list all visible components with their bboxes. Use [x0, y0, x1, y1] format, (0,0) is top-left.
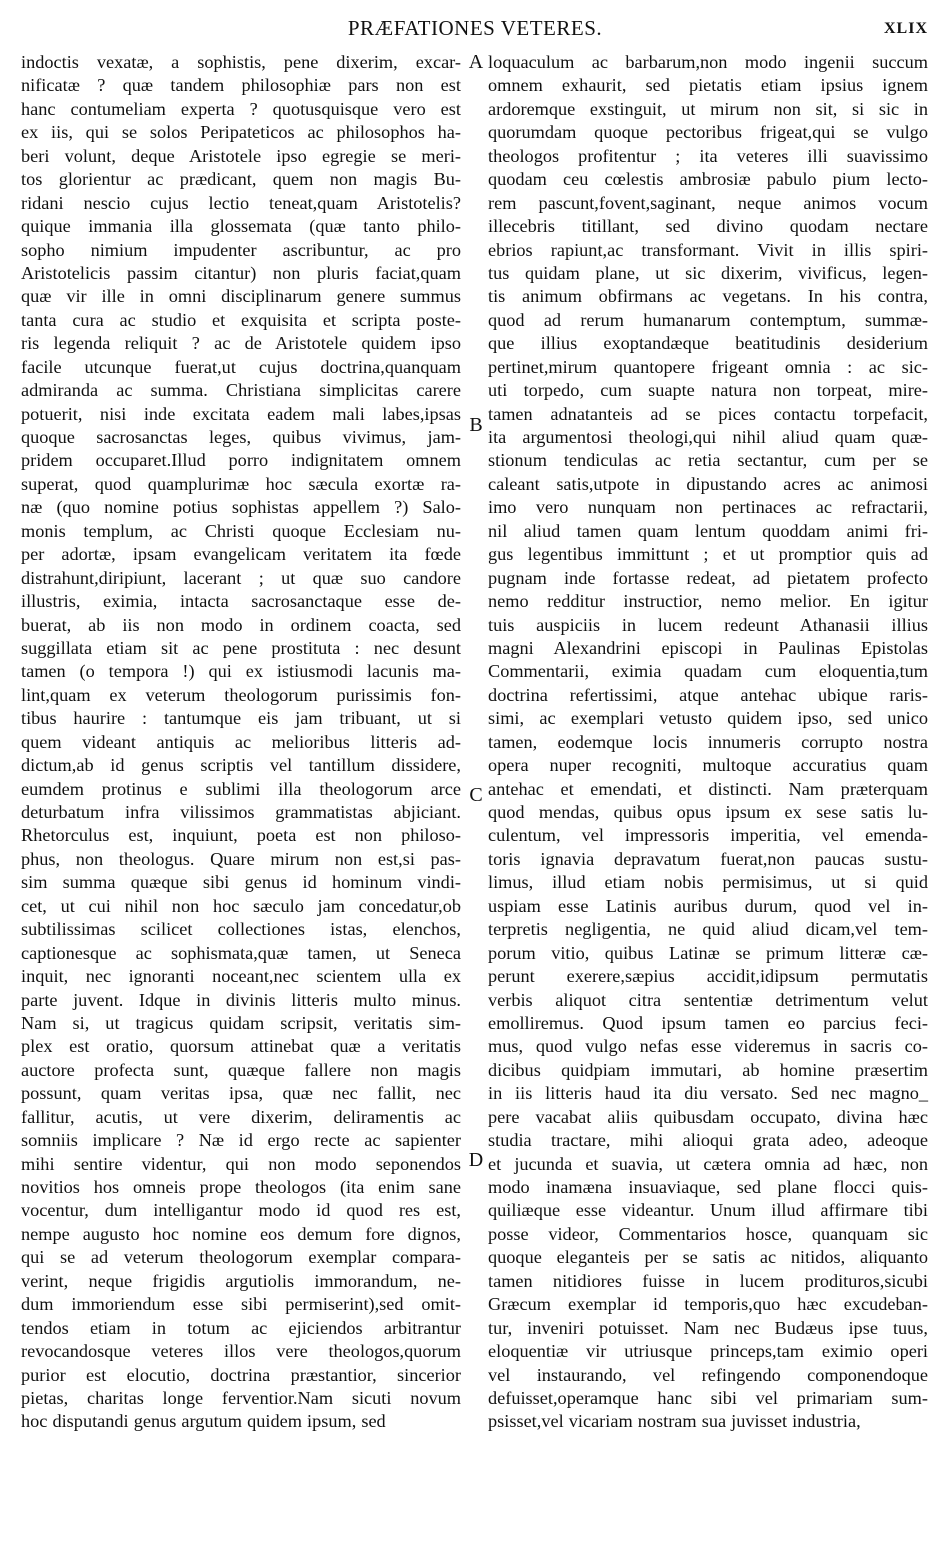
text-line: potuerit, nisi inde excitata eadem mali labes,ipsas: [21, 403, 461, 424]
text-line: indoctis vexatæ, a sophistis, pene dixerim, excar-: [21, 52, 461, 72]
running-head: [0, 16, 950, 48]
text-line: auctore profecta sunt, quæque fallere non magis: [21, 1059, 461, 1080]
text-line: ardoremque exstinguit, ut mirum non sit, si sic in: [488, 98, 928, 119]
text-line: quoque sacrosanctas leges, quibus vivimus, jam-: [21, 427, 461, 447]
text-line: dictum,ab id genus scriptis vel tantillum dissidere,: [21, 755, 461, 776]
text-line: tos glorientur ac prædicant, quem non magis Bu-: [21, 169, 461, 190]
text-line: gus legentibus immittunt ; et ut promptior quis ad: [488, 544, 928, 565]
text-line: toris ignavia depravatum fuerat,non paucas sustu-: [488, 848, 928, 869]
text-line: pietas, charitas longe ferventior.Nam sicuti novum: [21, 1387, 461, 1408]
text-line: culentum, vel impressoris imperitia, vel emenda-: [488, 825, 928, 846]
text-line: dicibus quidpiam immutari, ab homine præsertim: [488, 1059, 928, 1080]
text-line: magni Alexandrini episcopi in Paulinas Epistolas: [488, 637, 928, 658]
text-line: uti torpedo, cum suapte natura non torpeat, mire-: [488, 380, 928, 401]
text-line: qui se ad veterum theologorum exemplar compara-: [21, 1247, 461, 1268]
text-line: stionum tendiculas ac retia sectantur, cum per se: [488, 450, 928, 471]
text-line: novitios hos omneis prope theologos (ita enim sane: [21, 1177, 461, 1197]
text-line: hoc disputandi genus argutum quidem ipsum, sed: [21, 1411, 386, 1432]
text-line: Aristotelicis passim citantur) non pluris faciat,quam: [21, 262, 461, 283]
text-line: defuisset,operamque hanc sibi vel primariam sum-: [488, 1387, 928, 1408]
text-line: ita argumentosi theologi,qui nihil aliud quam quæ-: [488, 427, 928, 447]
text-line: pridem occuparet.Illud porro indignitatem omnem: [21, 450, 461, 471]
text-line: Nam si, ut tragicus quidam scripsit, veritatis sim-: [21, 1012, 461, 1033]
text-line: sopho nimium impudenter ascribuntur, ac pro: [21, 239, 461, 260]
text-line: et jucunda et suavia, ut cætera omnia ad hæc, non: [488, 1153, 928, 1174]
text-line: beri volunt, deque Aristotele ipso egregie se meri-: [21, 145, 461, 166]
text-line: rem pascunt,fovent,saginant, neque animos vocum: [488, 192, 928, 213]
text-line: tur, inveniri potuisset. Nam nec Budæus ipse tuus,: [488, 1317, 928, 1338]
text-line: tuis auspiciis in lucem redeunt Athanasii illius: [488, 614, 928, 635]
text-line: nemo redditur instructior, nemo melior. En igitur: [488, 591, 928, 612]
text-line: inquit, nec ignoranti noceant,nec scientem ulla ex: [21, 966, 461, 987]
text-line: pere vacabat aliis quibusdam occupato, divina hæc: [488, 1106, 928, 1127]
text-line: ridani nescio cujus lectio teneat,quam Aristotelis?: [21, 192, 461, 213]
text-line: purior est elocutio, doctrina præstantior, sincerior: [21, 1364, 461, 1385]
text-line: in iis litteris haud ita diu versato. Sed nec magno_: [488, 1083, 928, 1104]
text-line: buerat, ab iis non modo in ordinem coacta, sed: [21, 614, 461, 635]
text-line: emolliremus. Quod ipsum tamen eo parcius feci-: [488, 1012, 928, 1033]
text-line: tendos etiam in totum ac ejiciendos arbitrantur: [21, 1317, 461, 1338]
text-line: revocandosque veteres illos vere theologos,quorum: [21, 1341, 461, 1362]
left-text-column: [21, 51, 461, 1434]
text-line: cet, ut cui nihil non hoc sæculo jam concedatur,ob: [21, 895, 461, 916]
text-line: quorumdam quoque pectoribus frigeat,qui se vulgo: [488, 122, 928, 143]
text-line: fallitur, acutis, ut vere dixerim, deliramentis ac: [21, 1106, 461, 1127]
text-line: tis animum obfirmans ac vegetans. In his contra,: [488, 286, 928, 307]
text-line: vel instaurando, vel refingendo componendoque: [488, 1364, 928, 1385]
text-line: eumdem protinus e sublimi illa theologorum arce: [21, 778, 461, 799]
right-text-column: [488, 51, 928, 1434]
text-line: quodam ceu cœlestis ambrosiæ pabulo pium lecto-: [488, 169, 928, 190]
text-line: antehac et emendati, et distincti. Nam præterquam: [488, 778, 928, 799]
text-line: deturbatum infra vilissimos grammatistas abjiciant.: [21, 802, 461, 822]
text-line: ebrios rapiunt,ac transformant. Vivit in illis spiri-: [488, 239, 928, 260]
text-line: imo vero nunquam non pertinaces ac refractarii,: [488, 497, 928, 518]
text-line: dum immoriendum esse sibi permiserint),sed omit-: [21, 1294, 461, 1315]
text-line: theologos profitentur ; ita veteres illi suavissimo: [488, 145, 928, 166]
text-line: distrahunt,diripiunt, lacerant ; ut quæ suo candore: [21, 567, 461, 588]
text-line: phus, non theologus. Quare mirum non est,si pas-: [21, 848, 461, 869]
text-line: mus, quod vulgo nefas esse videremus in sacris co-: [488, 1036, 928, 1057]
text-line: quæ vir ille in omni disciplinarum genere summus: [21, 286, 461, 307]
running-title: PRÆFATIONES VETERES.: [347, 16, 603, 40]
text-line: quem videant antiquis ac melioribus litteris ad-: [21, 731, 461, 752]
text-line: limus, illud etiam nobis permisimus, ut si quid: [488, 872, 928, 893]
text-line: monis templum, ac Christi quoque Ecclesiam nu-: [21, 520, 461, 541]
text-line: illecebris titillant, sed divino quodam nectare: [488, 216, 928, 237]
text-line: Commentarii, eximia quadam cum eloquentia,tum: [488, 661, 928, 682]
text-line: studia tractare, mihi alioqui grata adeo, adeoque: [488, 1130, 928, 1151]
text-line: illustris, eximia, intacta sacrosanctaque esse de-: [21, 591, 461, 612]
text-line: verbis aliquot citra sententiæ detrimentum velut: [488, 989, 928, 1010]
text-line: plex est oratio, quorsum attinebat quæ a veritatis: [21, 1036, 461, 1057]
text-line: loquaculum ac barbarum,non modo ingenii succum: [488, 52, 928, 72]
text-line: Græcum exemplar id temporis,quo hæc excudeban-: [488, 1294, 928, 1315]
text-line: tus quidam plane, ut sic dixerim, vivificus, legen-: [488, 262, 928, 283]
text-line: perunt exerere,sæpius accidit,idipsum permutatis: [488, 966, 928, 987]
text-line: quod ad rerum humanarum contemptum, summæ-: [488, 309, 928, 330]
text-line: caleant satis,utpote in dipustando acres ac animosi: [488, 473, 928, 494]
text-line: nificatæ ? quæ tandem philosophiæ pars non est: [21, 75, 461, 96]
text-line: Rhetorculus est, inquiunt, poeta est non philoso-: [21, 825, 461, 846]
text-line: que illius exoptandæque beatitudinis desiderium: [488, 333, 928, 354]
text-line: tamen adnatanteis ad se pices contactu torpefacit,: [488, 403, 928, 424]
text-line: lint,quam ex veterum theologorum purissimis fon-: [21, 684, 461, 705]
text-line: terpretis negligentia, ne quid aliud dicam,vel tem-: [488, 919, 928, 940]
text-line: facile utcunque fuerat,ut cujus doctrina,quanquam: [21, 356, 461, 377]
text-line: parte juvent. Idque in divinis litteris multo minus.: [21, 989, 461, 1010]
text-line: eloquentiæ vir utriusque princeps,tam eximio operi: [488, 1341, 928, 1362]
text-line: doctrina refertissimi, atque antehac ubique raris-: [488, 684, 928, 705]
text-line: mihi sentire videntur, qui non modo seponendos: [21, 1153, 461, 1174]
text-line: hanc contumeliam experta ? quotusquisque vero est: [21, 98, 461, 119]
margin-letter-d: D: [468, 1149, 484, 1171]
text-line: psisset,vel vicariam nostram sua juvisset industria,: [488, 1411, 861, 1432]
text-line: tanta cura ac studio et exquisita et scripta poste-: [21, 309, 461, 330]
text-line: omnem exhaurit, sed pietatis etiam ipsius ignem: [488, 75, 928, 96]
text-line: quiliæque esse videantur. Unum illud affirmare tibi: [488, 1200, 928, 1221]
text-line: pugnam inde fortasse redeat, ad pietatem profecto: [488, 567, 928, 588]
text-line: posse videor, Commentarios hosce, quanquam sic: [488, 1223, 928, 1244]
text-line: subtilissimas scilicet collectiones istas, elenchos,: [21, 919, 461, 940]
margin-letter-b: B: [469, 414, 483, 436]
text-line: modo inamæna insuaviaque, sed plane flocci quis-: [488, 1177, 928, 1197]
text-line: admiranda ac summa. Christiana simplicitas carere: [21, 380, 461, 401]
text-line: verint, neque frigidis argutiolis immorandum, ne-: [21, 1270, 461, 1291]
text-line: sim summa quæque sibi genus id hominum vindi-: [21, 872, 461, 893]
text-line: uspiam esse Latinis auribus durum, quod vel in-: [488, 895, 928, 916]
text-line: superat, quod quamplurimæ hoc sæcula exortæ ra-: [21, 473, 461, 494]
text-line: quique immania illa glossemata (quæ tanto philo-: [21, 216, 461, 237]
text-line: vocentur, dum intelligantur modo id quod res est,: [21, 1200, 461, 1221]
text-line: captionesque ac sophismata,quæ tamen, ut Seneca: [21, 942, 461, 963]
text-line: nempe augusto hoc nomine eos demum fore dignos,: [21, 1223, 461, 1244]
text-line: tamen, eodemque locis innumeris corrupto nostra: [488, 731, 928, 752]
text-line: somniis implicare ? Næ id ergo recte ac sapienter: [21, 1130, 461, 1151]
text-line: pertinet,mirum quantopere frigeant omnia : ac sic-: [488, 356, 928, 377]
page-number: XLIX: [883, 20, 928, 37]
text-line: tamen (o tempora !) qui ex istiusmodi lacunis ma-: [21, 661, 461, 682]
text-line: næ (quo nomine potius sophistas appellem ?) Salo-: [21, 497, 461, 518]
text-line: tamen nitidiores fuisse in lucem prodituros,sicubi: [488, 1270, 928, 1291]
text-line: tibus haurire : tantumque eis jam tribuant, ut si: [21, 708, 461, 729]
text-line: quod mendas, quibus opus ipsum ex sese satis lu-: [488, 802, 928, 822]
text-line: simi, ac exemplari vetusto quidem ipso, sed unico: [488, 708, 928, 729]
text-line: nil aliud tamen quam lentum quoddam animi fri-: [488, 520, 928, 541]
text-line: opera nuper recogniti, multoque accuratius quam: [488, 755, 928, 776]
text-line: per adortæ, ipsam evangelicam veritatem ita fœde: [21, 544, 461, 565]
text-line: quoque eleganteis per se satis ac nitidos, aliquanto: [488, 1247, 928, 1268]
text-line: suggillata etiam sit ac pene prostituta : nec desunt: [21, 637, 461, 658]
text-line: ris legenda reliquit ? ac de Aristotele quidem ipso: [21, 333, 461, 354]
text-line: ex iis, qui se solos Peripateticos ac philosophos ha-: [21, 122, 461, 143]
margin-letter-a: A: [468, 51, 484, 73]
text-line: possunt, quam veritas ipsa, quæ nec fallit, nec: [21, 1083, 461, 1104]
margin-letter-c: C: [469, 784, 483, 806]
text-line: porum vitio, quibus Latinæ se primum litteræ cæ-: [488, 942, 928, 963]
